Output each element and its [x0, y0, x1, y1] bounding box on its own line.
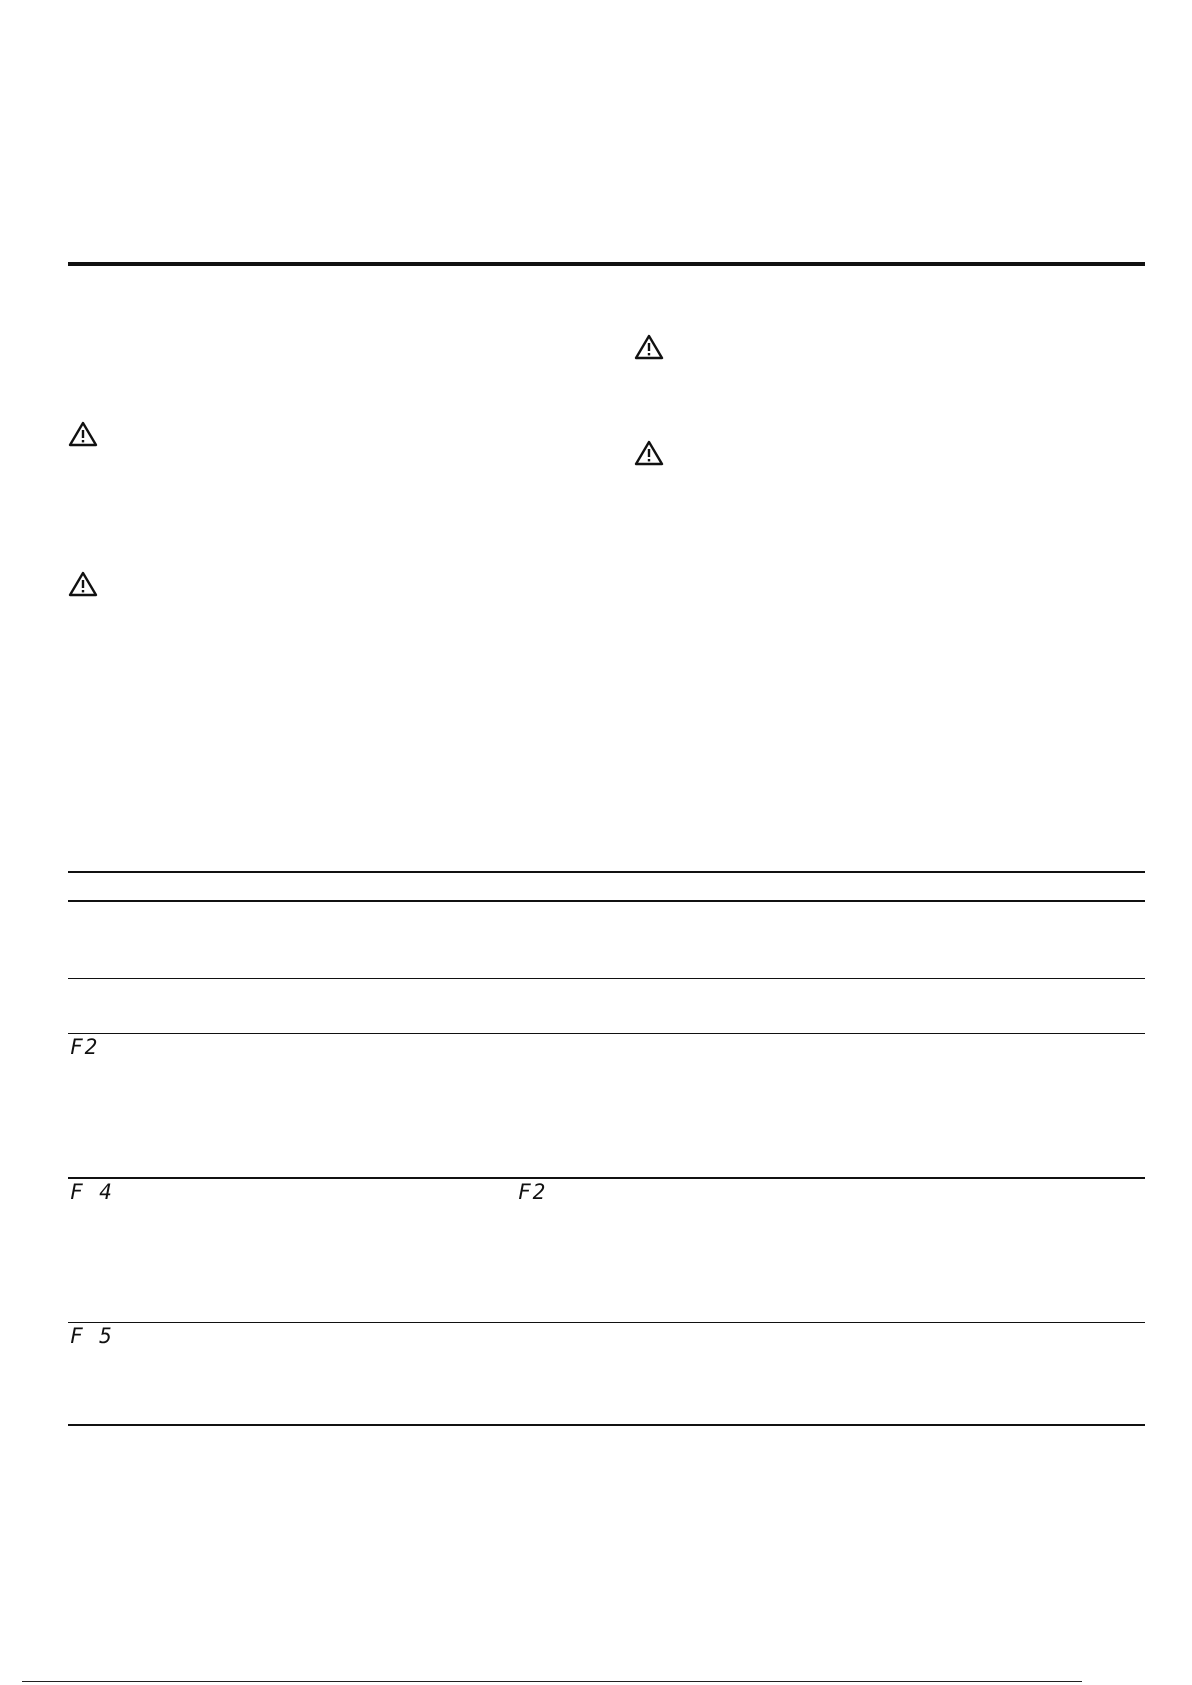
table-bottom-rule [68, 1424, 1145, 1426]
warning-icon [634, 334, 664, 360]
table-row-divider [68, 1177, 1145, 1179]
error-code-f4: F 4 [70, 1180, 114, 1204]
table-header-rule [68, 900, 1145, 902]
error-code-f2: F2 [70, 1035, 100, 1059]
error-code-f5: F 5 [70, 1324, 114, 1348]
footer-rule [22, 1681, 1082, 1682]
warning-icon [68, 421, 98, 447]
warning-icon [634, 440, 664, 466]
table-row-divider [68, 1322, 1145, 1323]
table-top-rule [68, 871, 1145, 873]
table-row-divider [68, 978, 1145, 979]
section-top-rule [68, 262, 1145, 266]
table-row-divider [68, 1033, 1145, 1034]
warning-icon [68, 571, 98, 597]
error-code-f2-reference: F2 [518, 1180, 548, 1204]
